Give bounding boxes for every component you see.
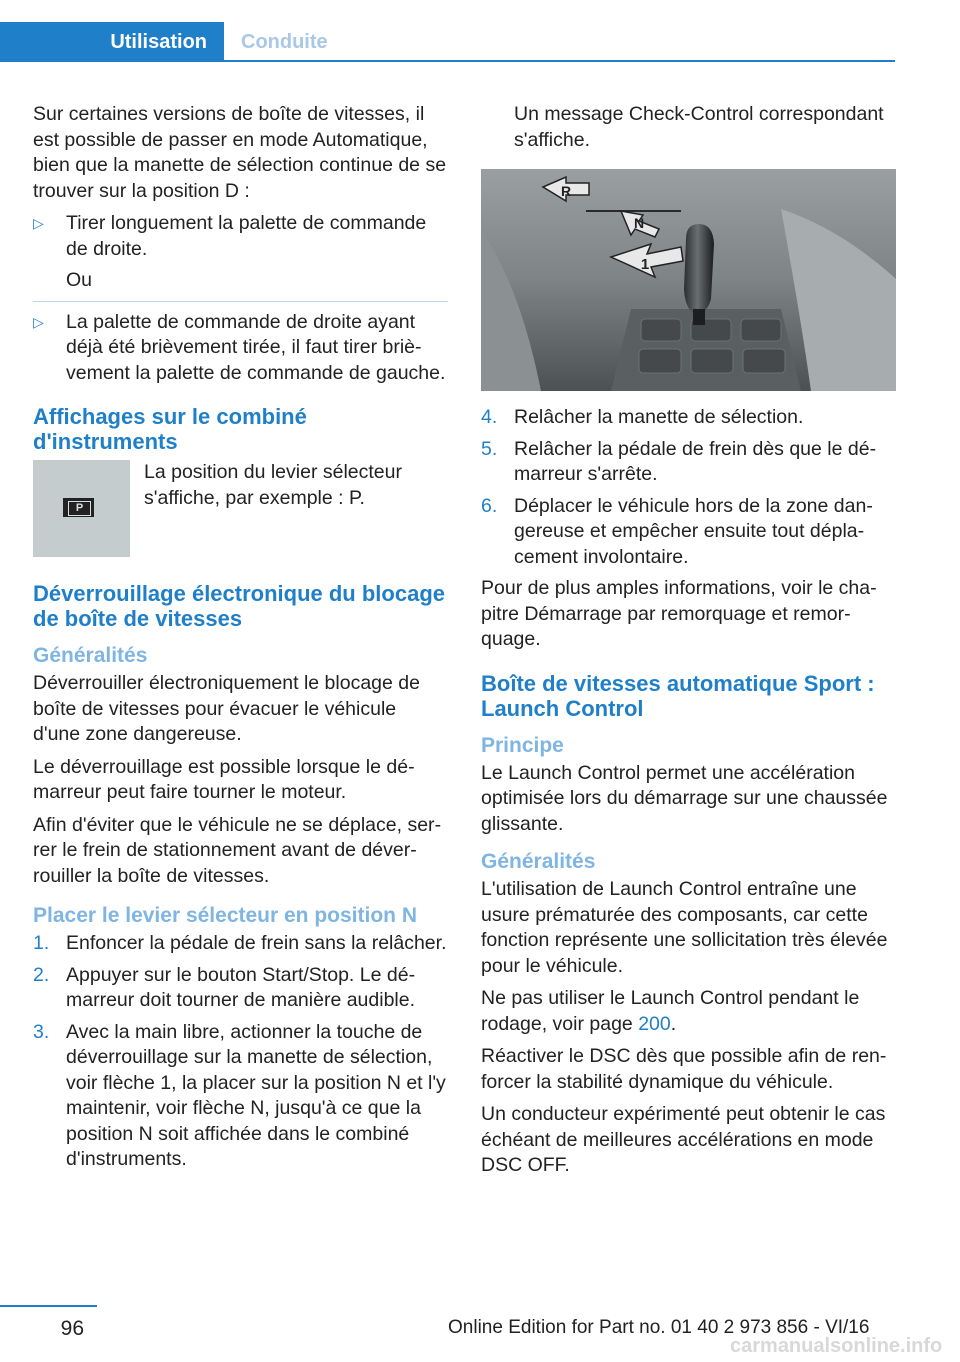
gear-selector-photo (481, 169, 896, 391)
bullet-item (33, 211, 448, 294)
heading-deverrouillage: Déverrouillage électronique du blocage de boîte de vitesses (33, 581, 445, 631)
display-example (33, 460, 448, 557)
continued-paragraph: Un message Check-Control correspondant s'affiche. (514, 103, 884, 151)
paragraph: Réactiver le DSC dès que possible afin de renforcer la stabilité dynamique du véhicule. (481, 1045, 887, 1093)
bullet-divider (33, 301, 448, 302)
step-item (33, 963, 448, 1014)
paragraph-with-link (481, 986, 896, 1037)
footer-rule (0, 1305, 97, 1307)
paragraph: Le déverrouillage est possible lorsque le démarreur peut faire tourner le moteur. (33, 755, 415, 803)
step-number: 6. (481, 494, 498, 517)
numbered-list (481, 405, 896, 570)
step-number: 3. (33, 1020, 50, 1043)
step-text: Relâcher la manette de sélection. (514, 406, 804, 428)
bullet-list (33, 211, 448, 294)
gear-letter: P (68, 501, 91, 516)
tab-conduite[interactable]: Conduite (241, 30, 328, 53)
edition-note: Online Edition for Part no. 01 40 2 973 856 - VI/16 (448, 1317, 870, 1338)
bullet-subtext: Ou (66, 269, 93, 291)
paragraph: Afin d'éviter que le véhicule ne se déplace, serrer le frein de stationnement avant de déverrouiller la boîte de vitesses. (33, 813, 442, 887)
step-item (33, 1020, 448, 1173)
page-link[interactable]: 200 (638, 1012, 671, 1035)
paragraph: Le Launch Control permet une accélération optimisée lors du démarrage sur une chaussée glissante. (481, 761, 888, 835)
step-number: 1. (33, 932, 50, 954)
paragraph: L'utilisation de Launch Control entraîne une usure prématurée des composants, car cette fonction représente une sollicitation très élevée pour le véhicule. (481, 878, 888, 977)
bullet-item (33, 310, 448, 387)
step-number: 2. (33, 963, 50, 986)
page-number: 96 (60, 1317, 84, 1340)
gear-indicator (63, 498, 94, 517)
tab-utilisation[interactable]: Utilisation (0, 22, 224, 62)
step-number: 5. (481, 437, 498, 460)
paragraph: Pour de plus amples informations, voir le chapitre Démarrage par remorquage et remorquage. (481, 577, 877, 650)
bullet-list (33, 310, 448, 387)
step-item (33, 931, 448, 957)
arrow-n-label: N (633, 215, 645, 231)
step-item (481, 494, 896, 571)
text: . (670, 1012, 677, 1035)
intro-paragraph: Sur certaines versions de boîte de vitesses, il est possible de passer en mode Automatique, bien que la manette de sélection continue de se trouver sur la position D : (33, 103, 447, 202)
bullet-text: Tirer longuement la palette de commande de droite. (66, 212, 427, 260)
arrow-r-label: R (560, 183, 572, 199)
gear-lever (684, 224, 714, 314)
arrow-1-label: 1 (640, 256, 650, 273)
heading-generalites: Généralités (481, 850, 596, 873)
step-text: Déplacer le véhicule hors de la zone dangereuse et empêcher ensuite tout déplacement involontaire. (514, 494, 873, 568)
text: Ne pas utiliser le Launch Control pendant le rodage, voir page (481, 987, 860, 1035)
heading-generalites: Généralités (33, 644, 148, 667)
step-number: 4. (481, 406, 498, 428)
header-rule (0, 60, 895, 62)
affichages-text: La position du levier sélecteur s'affiche, par exemple : P. (144, 461, 402, 509)
step-text: Appuyer sur le bouton Start/Stop. Le démarreur doit tourner de manière audible. (66, 963, 416, 1011)
heading-launch-control: Boîte de vitesses automatique Sport : Launch Control (481, 670, 875, 721)
left-column (33, 102, 448, 1179)
step-text: Enfoncer la pédale de frein sans la relâcher. (66, 932, 447, 954)
paragraph: Déverrouiller électroniquement le blocage de boîte de vitesses pour évacuer le véhicule d'une zone dangereuse. (33, 672, 420, 745)
step-item (481, 437, 896, 488)
paragraph: Un conducteur expérimenté peut obtenir le cas échéant de meilleures accélérations en mode DSC OFF. (481, 1103, 886, 1176)
heading-placer-levier: Placer le levier sélecteur en position N (33, 904, 417, 927)
heading-principe: Principe (481, 733, 564, 757)
heading-affichages: Affichages sur le combiné d'instruments (33, 404, 307, 454)
instrument-display-image (33, 460, 130, 557)
step-item (481, 405, 896, 431)
step-text: Relâcher la pédale de frein dès que le démarreur s'arrête. (514, 437, 877, 485)
bullet-text: La palette de commande de droite ayant déjà été brièvement tirée, il faut tirer brièvement la palette de commande de gauche. (66, 310, 446, 384)
watermark: carmanualsonline.info (730, 1335, 943, 1357)
numbered-list (33, 931, 448, 1173)
right-column (481, 102, 896, 1186)
step-text: Avec la main libre, actionner la touche de déverrouillage sur la manette de sélection, voir flèche 1, la placer sur la position N et l'y maintenir, voir flèche N, jusqu'à ce que la position N soit affichée dans le combiné d'instruments. (66, 1020, 446, 1170)
